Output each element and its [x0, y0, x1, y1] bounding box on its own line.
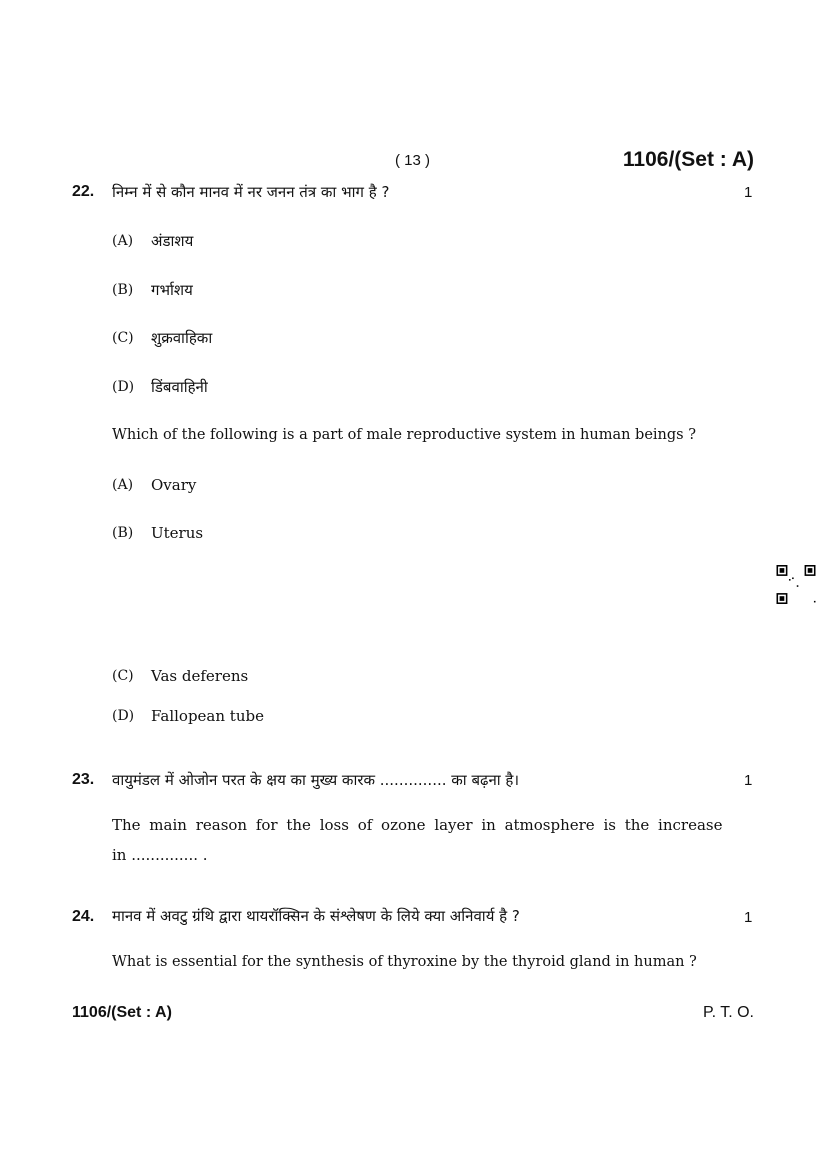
option-text: शुक्रवाहिका: [151, 329, 213, 347]
qr-code-icon: [776, 565, 816, 604]
option-label: (B): [112, 525, 134, 541]
question-text-english: Which of the following is a part of male reproductive system in human beings ?: [112, 427, 696, 443]
paper-code-header: 1106/(Set : A): [622, 148, 754, 171]
option-text: Uterus: [151, 524, 204, 542]
option-label: (C): [112, 668, 134, 684]
option-label: (C): [112, 330, 134, 346]
question-text-hindi: मानव में अवटु ग्रंथि द्वारा थायरॉक्सिन के संश्लेषण के लिये क्या अनिवार्य है ?: [112, 907, 520, 925]
question-text-english-cont: in .............. .: [112, 846, 208, 864]
option-label: (B): [112, 282, 134, 298]
question-text-english: What is essential for the synthesis of thyroxine by the thyroid gland in human ?: [112, 954, 697, 970]
pto-label: P. T. O.: [703, 1004, 754, 1021]
page-number: ( 13 ): [395, 152, 431, 169]
marks: 1: [744, 184, 753, 201]
option-label: (D): [112, 379, 135, 395]
option-text: डिंबवाहिनी: [151, 378, 208, 396]
option-text: Vas deferens: [151, 667, 249, 685]
question-number: 23.: [72, 771, 95, 788]
question-text-english: The main reason for the loss of ozone layer in atmosphere is the increase: [112, 816, 723, 834]
question-text-hindi: निम्न में से कौन मानव में नर जनन तंत्र का भाग है ?: [112, 183, 390, 201]
option-text: गर्भाशय: [151, 281, 193, 299]
option-label: (A): [112, 233, 134, 249]
option-label: (D): [112, 708, 135, 724]
option-label: (A): [112, 477, 134, 493]
question-number: 24.: [72, 908, 95, 925]
marks: 1: [744, 772, 753, 789]
marks: 1: [744, 909, 753, 926]
paper-code-footer: 1106/(Set : A): [72, 1004, 172, 1021]
option-text: Fallopean tube: [151, 707, 264, 725]
question-number: 22.: [72, 183, 95, 200]
option-text: अंडाशय: [151, 232, 194, 250]
option-text: Ovary: [151, 476, 197, 494]
question-text-hindi: वायुमंडल में ओजोन परत के क्षय का मुख्य कारक .............. का बढ़ना है।: [112, 771, 520, 789]
